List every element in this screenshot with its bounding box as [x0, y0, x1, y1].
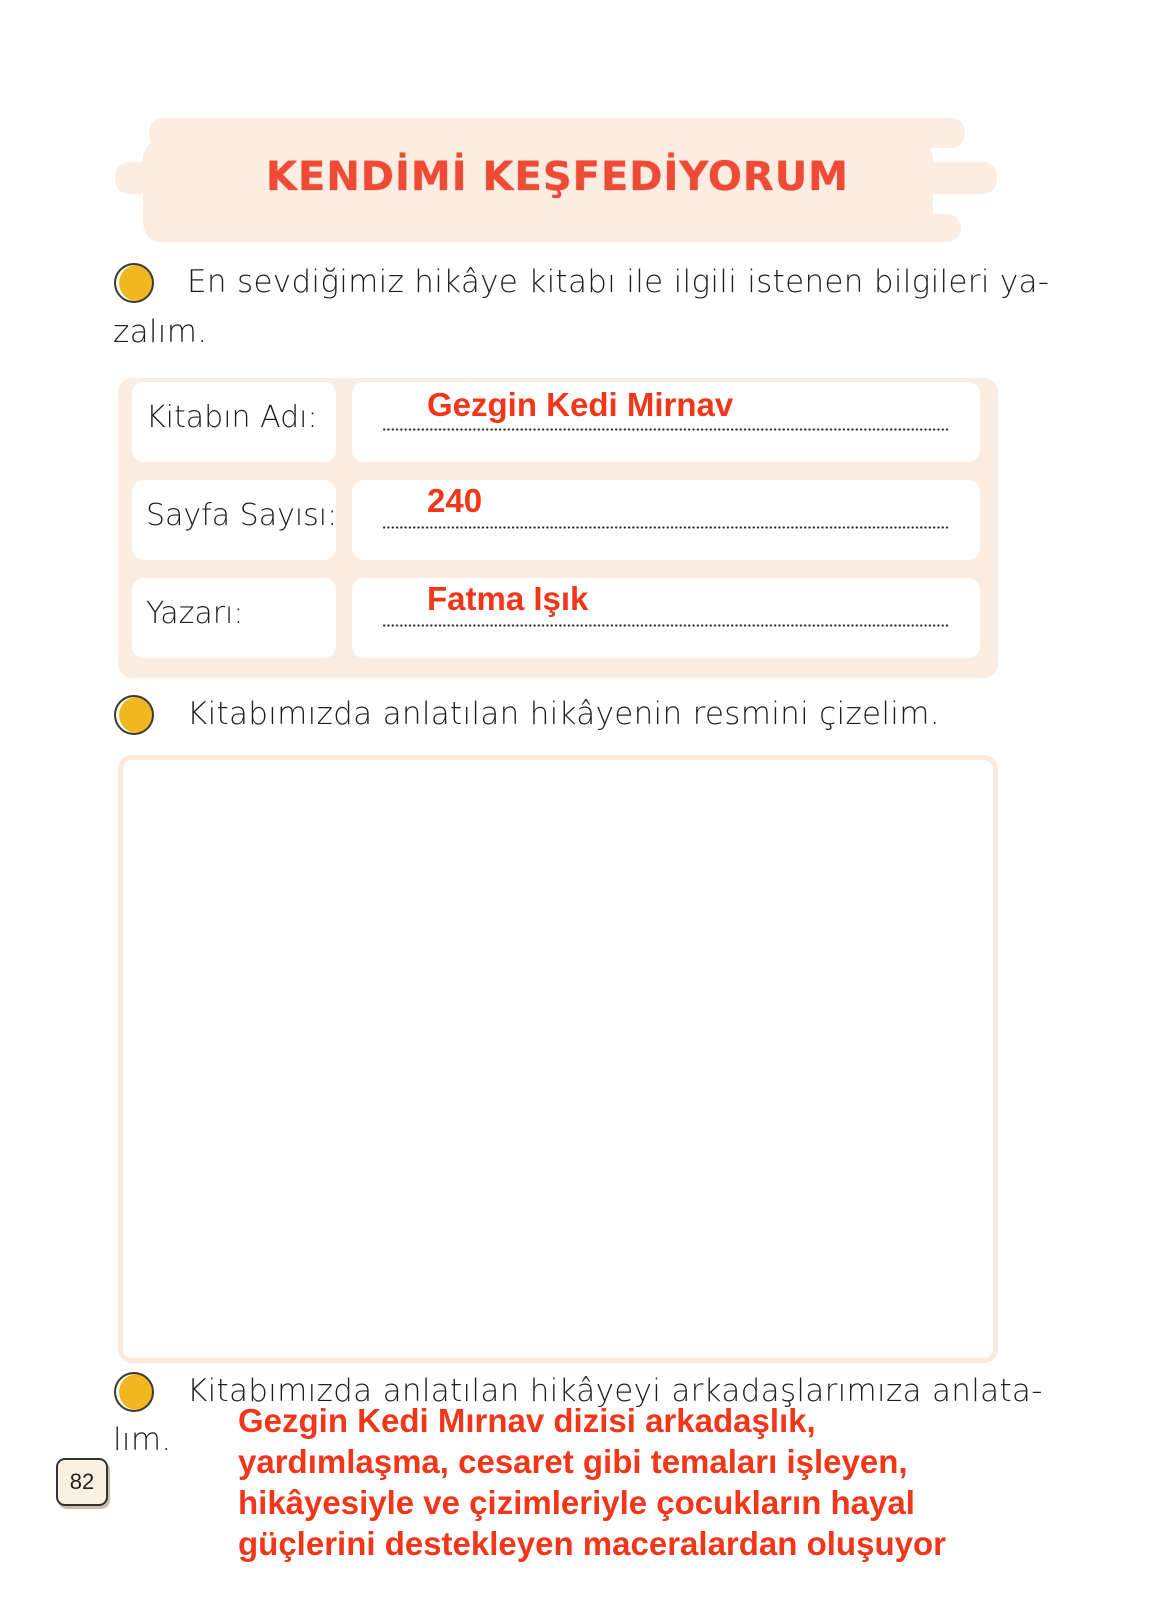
title-banner — [115, 118, 1000, 248]
question-1-text: En sevdiğimiz hikâye kitabı ile ilgili istenen bilgileri ya- — [187, 264, 1050, 300]
author-value: Fatma Işık — [427, 580, 589, 617]
bullet-icon — [114, 695, 154, 735]
label-cell-book-title — [132, 382, 336, 462]
drawing-area[interactable] — [118, 755, 998, 1363]
book-title-value: Gezgin Kedi Mirnav — [427, 386, 734, 423]
story-answer-line: yardımlaşma, cesaret gibi temaları işleyen, — [238, 1443, 908, 1480]
author-field[interactable] — [352, 578, 980, 658]
dotted-line — [382, 428, 950, 431]
bullet-icon — [114, 263, 154, 303]
dotted-line — [382, 526, 950, 529]
author-label: Yazarı: — [146, 596, 244, 631]
story-answer-line: güçlerini destekleyen maceralardan oluşuyor — [238, 1525, 946, 1562]
label-cell-page-count — [132, 480, 336, 560]
story-answer-line: hikâyesiyle ve çizimleriyle çocukların hayal — [238, 1484, 915, 1521]
page-title: KENDİMİ KEŞFEDİYORUM — [266, 154, 849, 200]
page-count-field[interactable] — [352, 480, 980, 560]
dotted-line — [382, 624, 950, 627]
story-answer — [238, 1400, 1018, 1564]
question-1-text-cont: zalım. — [113, 314, 208, 350]
page-count-label: Sayfa Sayısı: — [146, 498, 338, 533]
question-3-text: Kitabımızda anlatılan hikâyeyi arkadaşlarımıza anlata- — [187, 1373, 1043, 1409]
story-answer-line: Gezgin Kedi Mırnav dizisi arkadaşlık, — [238, 1402, 816, 1439]
label-cell-author — [132, 578, 336, 658]
page-number-badge: 82 — [56, 1458, 108, 1506]
page-count-value: 240 — [427, 482, 483, 519]
book-title-field[interactable] — [352, 382, 980, 462]
book-info-panel — [118, 378, 998, 678]
question-2-text: Kitabımızda anlatılan hikâyenin resmini çizelim. — [187, 696, 940, 732]
bullet-icon — [114, 1372, 154, 1412]
question-3-text-cont: lım. — [113, 1422, 172, 1458]
book-title-label: Kitabın Adı: — [146, 400, 318, 435]
